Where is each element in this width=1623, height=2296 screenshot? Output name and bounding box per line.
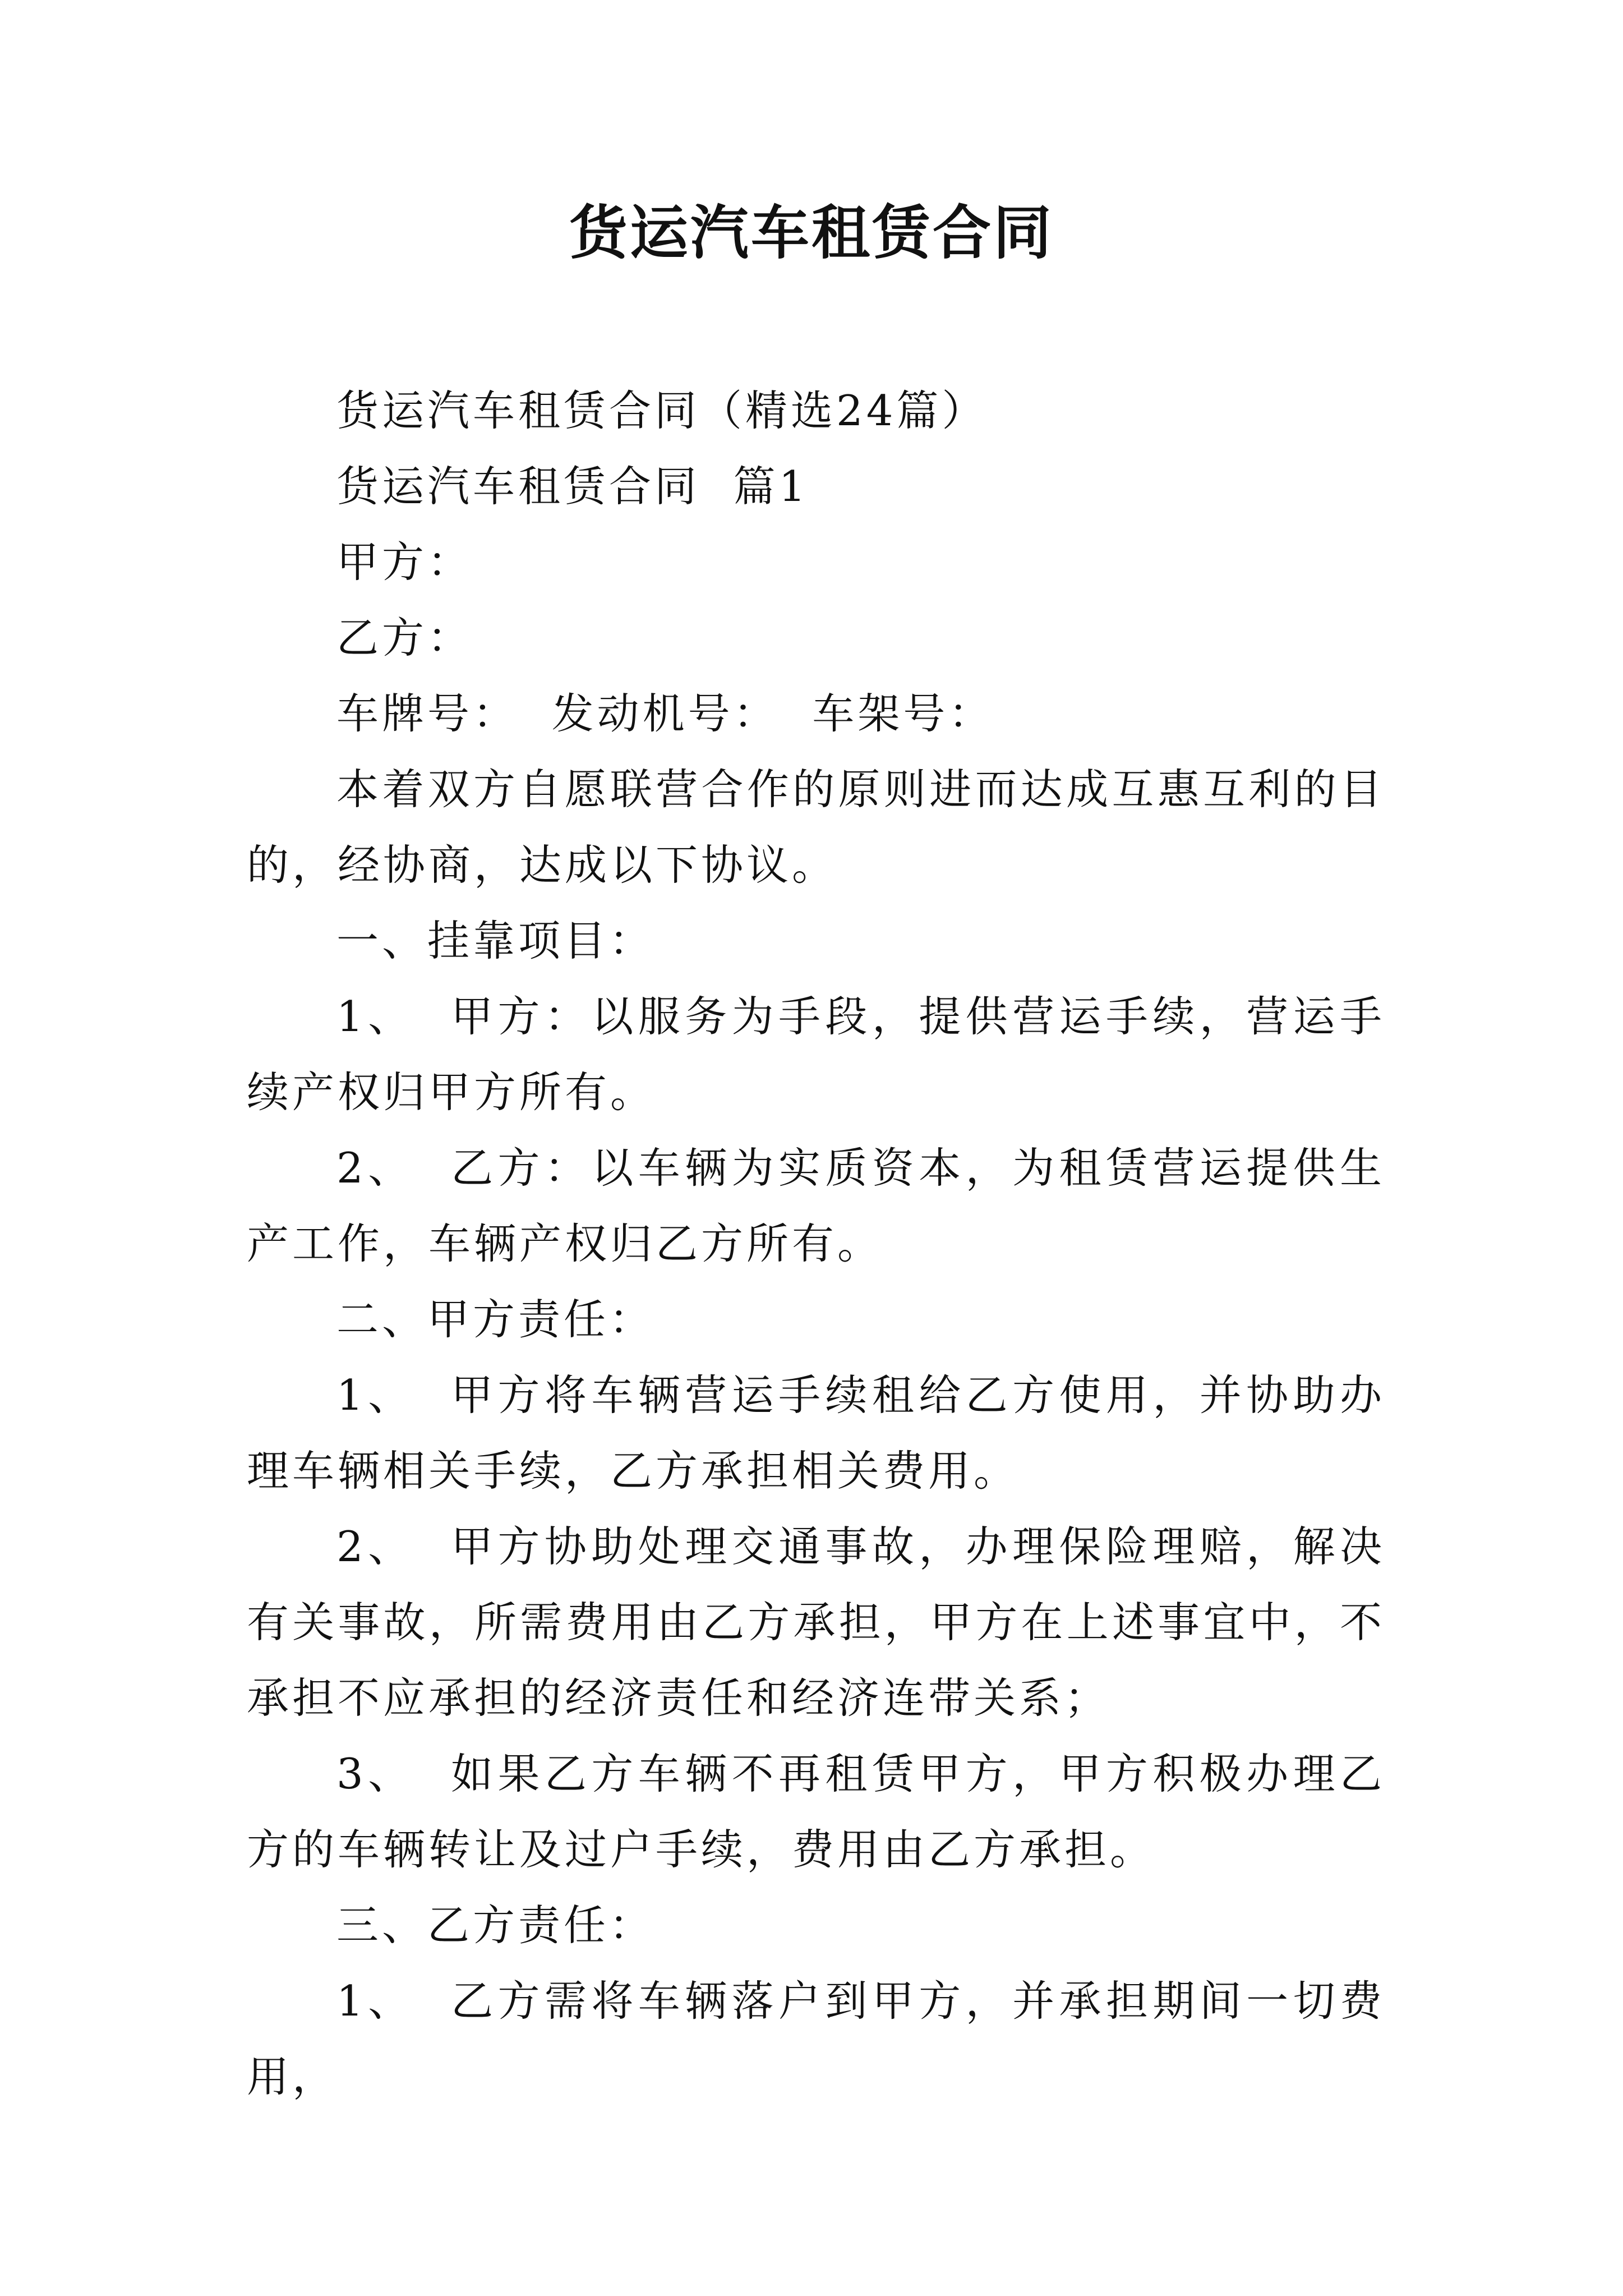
- paragraph-heading-2: 二、甲方责任：: [336, 1295, 655, 1344]
- paragraph-party-b: 乙方：: [336, 613, 473, 662]
- paragraph-preamble: 本着双方自愿联营合作的原则进而达成互惠互利的目的，经协商，达成以下协议。: [247, 765, 1385, 890]
- document-body: [247, 373, 1385, 2115]
- paragraph-item: 3、 如果乙方车辆不再租赁甲方，甲方积极办理乙方的车辆转让及过户手续，费用由乙方承担。: [247, 1749, 1385, 1874]
- document-title: 货运汽车租赁合同: [569, 198, 1054, 267]
- paragraph-vehicle-info: 车牌号： 发动机号： 车架号：: [336, 689, 994, 738]
- paragraph-subtitle: 货运汽车租赁合同（精选24篇）: [336, 386, 988, 435]
- paragraph-item: 1、 乙方需将车辆落户到甲方，并承担期间一切费用，: [247, 1976, 1385, 2101]
- paragraph-party-a: 甲方：: [336, 537, 473, 587]
- paragraph-item: 1、 甲方：以服务为手段，提供营运手续，营运手续产权归甲方所有。: [247, 992, 1385, 1117]
- paragraph-heading-3: 三、乙方责任：: [336, 1901, 655, 1950]
- paragraph-item: 2、 甲方协助处理交通事故，办理保险理赔，解决有关事故，所需费用由乙方承担，甲方在上述事宜中，不承担不应承担的经济责任和经济连带关系；: [247, 1522, 1385, 1723]
- paragraph-item: 1、 甲方将车辆营运手续租给乙方使用，并协助办理车辆相关手续，乙方承担相关费用。: [247, 1370, 1385, 1496]
- paragraph-item: 2、 乙方：以车辆为实质资本，为租赁营运提供生产工作，车辆产权归乙方所有。: [247, 1143, 1385, 1268]
- paragraph-heading-1: 一、挂靠项目：: [336, 916, 655, 965]
- paragraph-section-heading: 货运汽车租赁合同 篇1: [336, 462, 809, 511]
